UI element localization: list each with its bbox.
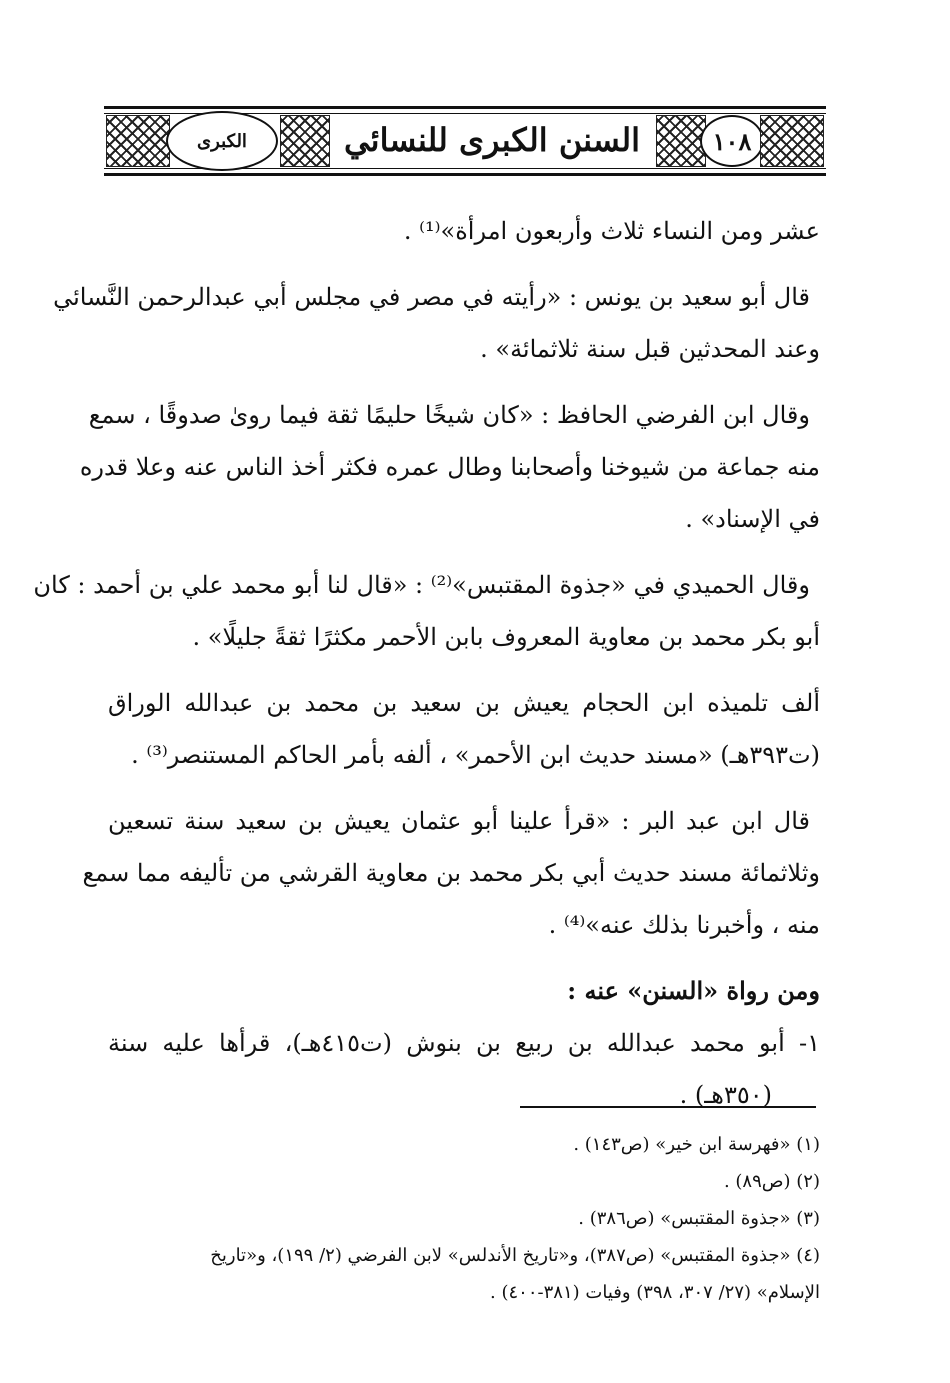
text-line: وقال ابن الفرضي الحافظ : «كان شيخًا حليمًا ثقة فيما روىٰ صدوقًا ، سمع: [88, 401, 810, 429]
footnote: (٤) «جذوة المقتبس» (ص٣٨٧)، و«تاريخ الأندلس» لابن الفرضي (٢/ ١٩٩)، و«تاريخ: [210, 1245, 820, 1266]
ornament-left-outer: [106, 115, 170, 167]
footnotes: [108, 1126, 820, 1311]
footnote: (٣) «جذوة المقتبس» (ص٣٨٦) .: [578, 1208, 820, 1229]
page-header: [104, 106, 826, 176]
text-line: في الإسناد» .: [685, 505, 820, 533]
section-heading: ومن رواة «السنن» عنه :: [567, 976, 820, 1005]
list-item: ١- أبو محمد عبدالله بن ربيع بن بنوش (ت٤١٥هـ)، قرأها عليه سنة: [108, 1029, 820, 1057]
text-line: منه جماعة من شيوخنا وأصحابنا وطال عمره فكثر أخذ الناس عنه وعلا قدره: [79, 453, 820, 481]
text-line: قال أبو سعيد بن يونس : «رأيته في مصر في مجلس أبي عبدالرحمن النَّسائي: [53, 283, 810, 311]
list-item-continuation: (٣٥٠هـ) .: [679, 1081, 772, 1109]
ornament-left-inner: [280, 115, 330, 167]
ornament-right-inner: [656, 115, 706, 167]
text-line: وعند المحدثين قبل سنة ثلاثمائة» .: [480, 335, 820, 363]
footnote-continuation: الإسلام» (٢٧/ ٣٠٧، ٣٩٨) وفيات (٣٨١-٤٠٠) .: [490, 1282, 820, 1303]
running-title: السنن الكبرى للنسائي: [343, 121, 641, 159]
book-emblem: الكبرى: [166, 111, 278, 171]
text-line: وثلاثمائة مسند حديث أبي بكر محمد بن معاوية القرشي من تأليفه مما سمع: [82, 859, 820, 887]
text-line: وقال الحميدي في «جذوة المقتبس»⁽²⁾ : «قال لنا أبو محمد علي بن أحمد : كان: [33, 571, 810, 599]
page-number: ١٠٨: [700, 115, 764, 167]
text-line: ألف تلميذه ابن الحجام يعيش بن سعيد بن محمد بن عبدالله الوراق: [108, 689, 820, 717]
text-line: عشر ومن النساء ثلاث وأربعون امرأة»⁽¹⁾ .: [403, 217, 820, 245]
text-line: (ت٣٩٣هـ) «مسند حديث ابن الأحمر» ، ألفه بأمر الحاكم المستنصر⁽³⁾ .: [131, 741, 820, 769]
footnote: (٢) (ص٨٩) .: [723, 1171, 820, 1192]
text-line: قال ابن عبد البر : «قرأ علينا أبو عثمان يعيش بن سعيد سنة تسعين: [108, 807, 810, 835]
ornament-right-outer: [760, 115, 824, 167]
footnote-separator: [520, 1106, 816, 1108]
text-line: منه ، وأخبرنا بذلك عنه»⁽⁴⁾ .: [548, 911, 820, 939]
main-text: [33, 205, 820, 1121]
footnote: (١) «فهرسة ابن خير» (ص١٤٣) .: [573, 1134, 820, 1155]
text-line: أبو بكر محمد بن معاوية المعروف بابن الأحمر مكثرًا ثقةً جليلًا» .: [192, 623, 820, 651]
